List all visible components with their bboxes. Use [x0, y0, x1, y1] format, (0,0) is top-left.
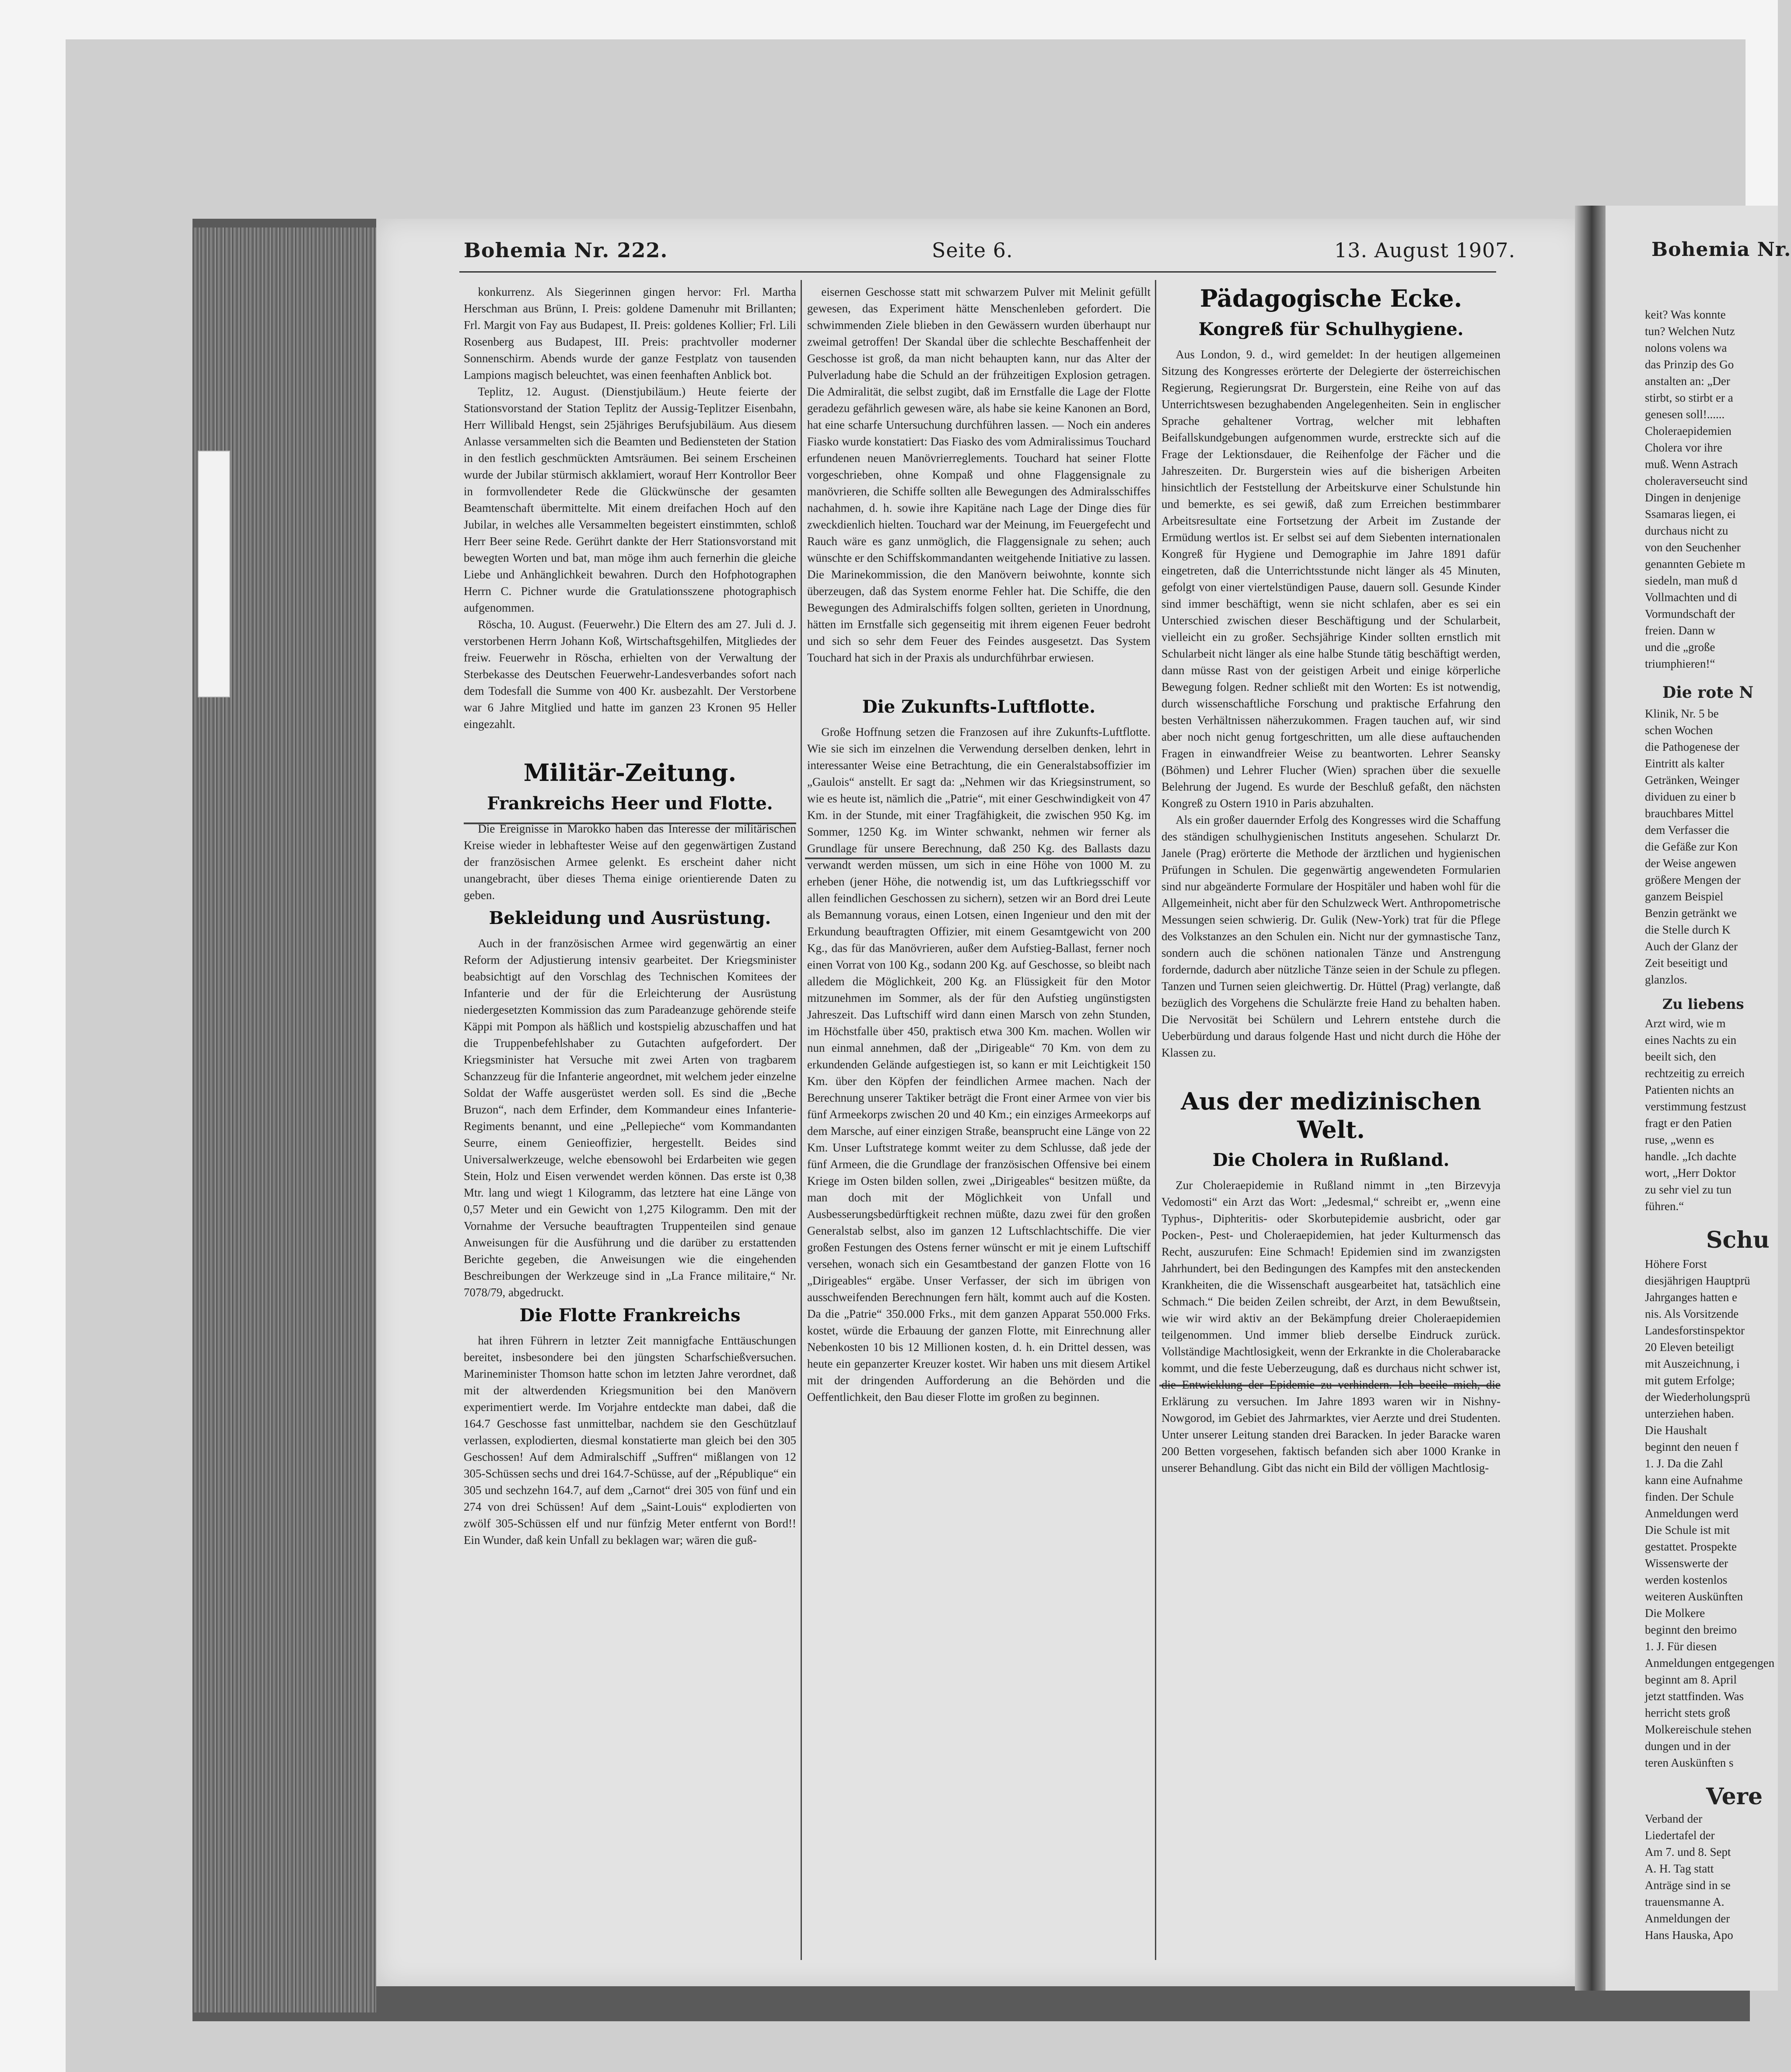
facing-line: Liedertafel der	[1645, 1829, 1715, 1842]
facing-line: dungen und in der	[1645, 1740, 1731, 1753]
facing-line: 20 Eleven beteiligt	[1645, 1340, 1734, 1354]
facing-line: dem Verfasser die	[1645, 823, 1729, 836]
facing-line: Die Haushalt	[1645, 1424, 1707, 1437]
article-luftflotte: Große Hoffnung setzen die Franzosen auf ihre Zukunfts-Luftflotte. Wie sie sich im einzelnen die Verwendung derselben denken, lehrt in interessanter Weise eine Betrachtung, die ein Generalstabsoffizier im „Gaulois“ anstellt. Er sagt da: „Nehmen wir das Kriegsinstrument, so wie es heute ist, nämlich die „Patrie“, mit einer Geschwindigkeit von 47 Km. in der Stunde, mit einer Tragfähigkeit, die zwischen 950 Kg. im Sommer, 1250 Kg. im Winter schwankt, nehmen wir ferner als Grundlage für unsere Berechnung, daß 250 Kg. des Ballasts dazu verwandt werden müssen, um sich in eine Höhe von 1000 M. zu erheben (jener Höhe, die notwendig ist, um das Luftkriegsschiff vor allen feindlichen Geschossen zu sichern), setzen wir an Bord drei Leute als Bemannung voraus, einen Lotsen, einen Ingenieur und den mit der Erkundung beauftragten Offizier, mit einem Gesamtgewicht von 200 Kg., das für das Manövrieren, außer dem Aufstieg-Ballast, ferner noch einen Vorrat von 100 Kg., sodann 200 Kg. auf Geschosse, so bleibt nach alledem die Möglichkeit, 200 Kg. an Flüssigkeit für den Motor mitzunehmen im Sommer, als der für den Aufstieg ungünstigsten Jahreszeit. Das Luftschiff wird dann einen Marsch von zehn Stunden, im Höchstfalle über 450, praktisch etwa 300 Km. machen. Wollen wir nun einmal annehmen, daß der „Dirigeable“ 70 Km. von dem zu erkundenden Gelände aufgestiegen ist, so kann er mit Leichtigkeit 150 Km. über den Köpfen der feindlichen Armee machen. Nach der Berechnung unserer Taktiker beträgt die Front einer Armee von vier bis fünf Armeekorps zwischen 20 und 40 Km.; ein einziges Armeekorps auf dem Marsche, auf einer einzigen Straße, beansprucht eine Länge von 22 Km. Unser Luftstratege kommt weiter zu dem Schlusse, daß jede der fünf Armeen, die die Grundlage der französischen Offensive bei einem Kriege im Osten bilden sollen, zwei „Dirigeables“ besitzen müßte, da man doch mit der Möglichkeit von Unfall und Ausbesserungsbedürftigkeit rechnen müßte, dazu zwei für den großen Generalstab selbst, also im ganzen 12 Luftschlachtschiffe. Die vier großen Festungen des Ostens ferner wünscht er mit je einem Luftschiff versehen, wonach sich ein Gesamtbestand der ganzen Flotte von 16 „Dirigeables“ ergäbe. Unser Verfasser, der sich im übrigen von ausschweifenden Berechnungen fern hält, kommt auch auf die Kosten. Da die „Patrie“ 350.000 Frks., mit dem ganzen Apparat 550.000 Frks. kostet, würde die Erbauung der ganzen Flotte, mit Einrechnung aller Nebenkosten 10 bis 12 Millionen kosten, d. h. ein Drittel dessen, was heute ein gepanzerter Kreuzer kostet. Wir haben uns mit diesem Artikel mit der dringenden Aufforderung an die Behörden und die Oeffentlichkeit, den Bau dieser Flotte im großen zu beginnen.	[807, 725, 1151, 1404]
facing-line: choleraverseucht sind	[1645, 474, 1748, 487]
facing-line: triumphieren!“	[1645, 657, 1715, 670]
facing-line: Landesforstinspektor	[1645, 1324, 1745, 1337]
facing-line: von den Seuchenher	[1645, 541, 1741, 554]
facing-line: Vollmachten und di	[1645, 591, 1737, 604]
facing-line: Anmeldungen entgegengen	[1645, 1656, 1775, 1670]
facing-line: Choleraepidemien	[1645, 424, 1732, 438]
article-teplitz: Teplitz, 12. August. (Dienstjubiläum.) Heute feierte der Stationsvorstand der Station Teplitz der Aussig-Teplitzer Eisenbahn, Herr Willibald Hengst, sein 25jähriges Berufsjubiläum. Aus diesem Anlasse versammelten sich die Beamten und Bediensteten der Station in den festlich geschmückten Amtsräumen. Bei seinem Erscheinen wurde der Jubilar stürmisch akklamiert, worauf Herr Kontrollor Beer in formvollendeter Rede die Glückwünsche der gesamten Beamtenschaft übermittelte. Mit einem dreifachen Hoch auf den Jubilar, in welches alle Versammelten begeistert einstimmten, schloß Herr Beer seine Rede. Gerührt dankte der Herr Stationsvorstand mit bewegten Worten und bat, man möge ihm auch fernerhin die gleiche Liebe und Anhänglichkeit bewahren. Durch den Hofphotographen Herrn C. Pichner wurde die Gratulationsszene photographisch aufgenommen.	[464, 385, 796, 614]
facing-line: trauensmanne A.	[1645, 1895, 1725, 1908]
column-1	[464, 284, 796, 1959]
heading-medizinische-welt: Aus der medizinischen Welt.	[1181, 1087, 1481, 1144]
article-marokko: Die Ereignisse in Marokko haben das Interesse der militärischen Kreise wieder in lebhaftester Weise auf den gegenwärtigen Zustand der französischen Armee gelenkt. Es erscheint daher nicht unangebracht, über dieses Thema einige orientierende Daten zu geben.	[464, 822, 796, 902]
running-header-right: 13. August 1907.	[1334, 238, 1516, 262]
facing-line: die Gefäße zur Kon	[1645, 840, 1738, 853]
facing-line: gestattet. Prospekte	[1645, 1540, 1737, 1553]
facing-line: jetzt stattfinden. Was	[1645, 1690, 1744, 1703]
running-header-left: Bohemia Nr. 222.	[464, 238, 668, 262]
facing-line: beginnt am 8. April	[1645, 1673, 1737, 1686]
article-london: Aus London, 9. d., wird gemeldet: In der heutigen allgemeinen Sitzung des Kongresses erörterte der Delegierte der österreichischen Regierung, Regierungsrat Dr. Burgerstein, eine Reihe von auf das Unterrichtswesen bezughabenden Angelegenheiten. Sein in englischer Sprache gehaltener Vortrag, welcher mit lebhaften Beifallskundgebungen aufgenommen wurde, erstreckte sich auf die Frage der Lektionsdauer, die Reihenfolge der Fächer und die Jahreszeiten. Dr. Burgerstein wies auf die bisherigen Arbeiten hinsichtlich der Feststellung der Arbeitskurve einer Schulstunde hin und bemerkte, es sei gewiß, daß zum Erreichen bestimmbarer Arbeitsresultate eine Fortsetzung der Arbeit im Zustande der Ermüdung wertlos ist. Er selbst sei auf dem Siebenten internationalen Kongreß für Hygiene und Demographie im Jahre 1891 dafür eingetreten, daß die Unterrichtsstunde nicht länger als 45 Minuten, gefolgt von einer viertelstündigen Pause, dauern soll. Gesunde Kinder sind immer beschäftigt, wenn sie nicht schlafen, aber es sei ein Unterschied zwischen dieser Beschäftigung und der Schularbeit, vielleicht ein zu großer. Sechsjährige Kinder sollten ernstlich mit Schularbeit nicht länger als eine halbe Stunde tätig beschäftigt werden, dann müsse Rast von der geistigen Arbeit und einige körperliche Bewegung folgen. Redner schließt mit den Worten: Es ist notwendig, durch wissenschaftliche Forschung und praktische Erfahrung den besten Verhältnissen näherzukommen. Fragen tauchen auf, wir sind aber noch nicht genug fortgeschritten, um alle diese auftauchenden Fragen in einwandfreier Weise zu beantworten. Lehrer Seansky (Böhmen) und Lehrer Flucher (Wien) sprachen über die sexuelle Belehrung der Jugend. Es wurde der Beschluß gefaßt, den nächsten Kongreß zu Ostern 1910 in Paris abzuhalten.	[1161, 347, 1501, 810]
facing-line: Vormundschaft der	[1645, 607, 1735, 620]
facing-line: Arzt wird, wie m	[1645, 1017, 1726, 1030]
facing-heading-rote: Die rote N	[1662, 683, 1754, 702]
facing-line: Dingen in denjenige	[1645, 491, 1741, 504]
facing-line: Verband der	[1645, 1812, 1703, 1825]
facing-heading-schu: Schu	[1706, 1227, 1770, 1253]
facing-line: Ssamaras liegen, ei	[1645, 508, 1736, 521]
header-rule	[459, 271, 1496, 273]
facing-line: zu sehr viel zu tun	[1645, 1183, 1732, 1196]
facing-line: kann eine Aufnahme	[1645, 1474, 1743, 1487]
facing-line: herricht stets groß	[1645, 1706, 1730, 1719]
facing-line: mit Auszeichnung, i	[1645, 1357, 1740, 1370]
facing-line: ruse, „wenn es	[1645, 1133, 1714, 1146]
facing-line: stirbt, so stirbt er a	[1645, 391, 1733, 404]
facing-line: tun? Welchen Nutz	[1645, 325, 1735, 338]
facing-line: 1. J. Da die Zahl	[1645, 1457, 1723, 1470]
scan-border-top	[66, 0, 1778, 39]
facing-line: genesen soll!......	[1645, 408, 1725, 421]
facing-line: Die Molkere	[1645, 1606, 1705, 1620]
article-intro-text: konkurrenz. Als Siegerinnen gingen hervor: Frl. Martha Herschman aus Brünn, I. Preis: goldene Damenuhr mit Brillanten; Frl. Margit von Fay aus Budapest, II. Preis: goldenes Kollier; Frl. Lili Rosenberg aus Budapest, III. Preis: prachtvoller moderner Sonnenschirm. Abends wurde der ganze Festplatz von tausenden Lampions magisch beleuchtet, was einen feenhaften Anblick bot.	[464, 285, 796, 382]
facing-line: handle. „Ich dachte	[1645, 1150, 1737, 1163]
facing-line: Am 7. und 8. Sept	[1645, 1845, 1731, 1858]
facing-line: Die Schule ist mit	[1645, 1523, 1730, 1536]
heading-military-news: Militär-Zeitung.	[523, 759, 737, 787]
facing-heading-vere: Vere	[1706, 1783, 1763, 1810]
facing-line: A. H. Tag statt	[1645, 1862, 1714, 1875]
facing-line: durchaus nicht zu	[1645, 524, 1728, 537]
facing-line: nis. Als Vorsitzende	[1645, 1307, 1739, 1320]
facing-line: der Weise angewen	[1645, 857, 1736, 870]
facing-line: glanzlos.	[1645, 973, 1687, 986]
facing-line: muß. Wenn Astrach	[1645, 458, 1738, 471]
facing-line: Zeit beseitigt und	[1645, 956, 1728, 970]
facing-line: freien. Dann w	[1645, 624, 1716, 637]
facing-lines-5	[1645, 1810, 1776, 1943]
facing-line: fragt er den Patien	[1645, 1116, 1732, 1130]
running-header-center: Seite 6.	[932, 238, 1013, 262]
facing-line: Eintritt als kalter	[1645, 757, 1725, 770]
facing-line: Anmeldungen werd	[1645, 1507, 1739, 1520]
facing-line: Jahrganges hatten e	[1645, 1291, 1737, 1304]
facing-line: das Prinzip des Go	[1645, 358, 1734, 371]
facing-line: werden kostenlos	[1645, 1573, 1728, 1586]
facing-line: beeilt sich, den	[1645, 1050, 1716, 1063]
facing-line: Getränken, Weinger	[1645, 774, 1740, 787]
facing-line: Benzin getränkt we	[1645, 906, 1737, 920]
facing-line: teren Auskünften s	[1645, 1756, 1734, 1769]
facing-line: und die „große	[1645, 640, 1715, 654]
heading-paedagogische-ecke: Pädagogische Ecke.	[1200, 284, 1462, 312]
facing-line: größere Mengen der	[1645, 873, 1741, 886]
facing-line: finden. Der Schule	[1645, 1490, 1734, 1503]
facing-line: die Stelle durch K	[1645, 923, 1731, 936]
facing-line: Patienten nichts an	[1645, 1083, 1734, 1096]
facing-line: beginnt den neuen f	[1645, 1440, 1739, 1453]
facing-lines-3	[1645, 1015, 1776, 1214]
facing-lines-1	[1645, 306, 1776, 672]
facing-line: 1. J. Für diesen	[1645, 1640, 1717, 1653]
column-rule-1	[801, 280, 802, 1960]
facing-line: dividuen zu einer b	[1645, 790, 1736, 803]
facing-line: Cholera vor ihre	[1645, 441, 1722, 454]
column-rule-2	[1155, 280, 1156, 1960]
facing-line: Auch der Glanz der	[1645, 940, 1738, 953]
facing-line: ganzem Beispiel	[1645, 890, 1724, 903]
facing-line: mit gutem Erfolge;	[1645, 1374, 1735, 1387]
facing-line: brauchbares Mittel	[1645, 807, 1734, 820]
facing-line: führen.“	[1645, 1200, 1684, 1213]
article-flotte: hat ihren Führern in letzter Zeit mannigfache Enttäuschungen bereitet, insbesondere bei den jüngsten Scharfschießversuchen. Marineminister Thomson hatte schon im letzten Jahre verordnet, daß mit der altwerdenden Kriegsmunition bei den Manövern experimentiert werde. Im Vorjahre entdeckte man dabei, daß die 164.7 Geschosse fast unmittelbar, nachdem sie den Geschützlauf verlassen, explodierten, diesmal konstatierte man gleich bei den 305 Geschossen! Auf dem Admiralschiff „Suffren“ mißlangen von 12 305-Schüssen sechs und drei 164.7-Schüsse, auf der „République“ ein 305 und sechzehn 164.7, auf dem „Carnot“ drei 305 von fünf und ein 274 von drei Schüssen! Auf dem „Saint-Louis“ explodierten von zwölf 305-Schüssen elf und nur fünfzig Meter entfernt von Bord!! Ein Wunder, daß kein Unfall zu beklagen war; wären die guß-	[464, 1334, 796, 1547]
facing-line: Klinik, Nr. 5 be	[1645, 707, 1719, 720]
facing-line: Anträge sind in se	[1645, 1879, 1731, 1892]
facing-line: eines Nachts zu ein	[1645, 1033, 1737, 1046]
facing-line: unterziehen haben.	[1645, 1407, 1734, 1420]
article-erfolg: Als ein großer dauernder Erfolg des Kongresses wird die Schaffung des ständigen schulhygienischen Instituts angesehen. Schularzt Dr. Janele (Prag) erörterte die Methode der ärztlichen und hygienischen Prüfungen in Schulen. Die gegenwärtig angewendeten Formularien sind nur abgeänderte Formulare der Hospitäler und haben wohl für die Allgemeinheit, nicht aber für den Schulzweck Wert. Anthropometrische Messungen seien schwierig. Dr. Gulik (New-York) trat für die Pflege des Volkstanzes an den Schulen ein. Nicht nur der gymnastische Tanz, sondern auch die schönen nationalen Tänze und Anstrengung fordernde, dadurch aber nützliche Tänze seien in der Schule zu pflegen. Tanzen und Turnen seien gleichwertig. Dr. Hüttel (Prag) verlangte, daß bezüglich des Vorgehens die Schulärzte freie Hand zu behalten haben. Die Nervosität bei Schülern und Lehrern entstehe durch die Ueberbürdung und daraus folgende Hast und nicht durch die Höhe der Klassen zu.	[1161, 813, 1501, 1059]
facing-line: rechtzeitig zu erreich	[1645, 1067, 1745, 1080]
facing-line: diesjährigen Hauptprü	[1645, 1274, 1750, 1287]
article-cholera: Zur Choleraepidemie in Rußland nimmt in „ten Birzevyja Vedomosti“ ein Arzt das Wort: „Jedesmal,“ schreibt er, „wenn eine Typhus-, Diphteritis- oder Skorbutepidemie ausbricht, oder gar Pocken-, Pest- und Choleraepidemien, hat jeder Kulturmensch das Recht, auszurufen: Eine Schmach! Epidemien sind im zwanzigsten Jahrhundert, bei den Bedingungen des Kampfes mit den ansteckenden Krankheiten, die die Wissenschaft ausgearbeitet hat, tatsächlich eine Schmach.“ Die beiden Zeilen schreibt, der Arzt, in dem Bewußtsein, wie wir wird aktiv an der Bekämpfung dreier Choleraepidemien teilgenommen. Und immer blieb derselbe Eindruck zurück. Vollständige Machtlosigkeit, wenn der Erkrankte in die Cholerabaracke kommt, und die feste Ueberzeugung, daß es durchaus nicht schwer ist, die Entwicklung der Epidemie zu verhindern. Ich beeile mich, die Erklärung zu versuchen. Im Jahre 1893 waren wir in Nishny-Nowgorod, im Gebiet des Jahrmarktes, vier Aerzte und drei Studenten. Unter unserer Leitung standen drei Baracken. In jeder Baracke waren 200 Betten vorgesehen, faktisch befanden sich aber 1000 Kranke in unserer Behandlung. Gibt das nicht ein Bild der völligen Machtlosig-	[1161, 1179, 1501, 1475]
facing-line: Anmeldungen der	[1645, 1912, 1730, 1925]
facing-line: der Wiederholungsprü	[1645, 1390, 1750, 1404]
facing-line: Wissenswerte der	[1645, 1557, 1728, 1570]
facing-line: beginnt den breimo	[1645, 1623, 1737, 1636]
article-flotte-continued: eisernen Geschosse statt mit schwarzem Pulver mit Melinit gefüllt gewesen, das Experiment hätte Menschenleben gefordert. Die schwimmenden Ziele blieben in den Gewässern wurden überhaupt nur zweimal getroffen! Der Skandal über die schlechte Beschaffenheit der Geschosse ist groß, da man nicht behaupten kann, nur das Alter der Pulverladung habe die Schuld an der frühzeitigen Explosion getragen. Die Admiralität, die selbst zugibt, daß im Ernstfalle die Lage der Flotte geradezu gefährlich gewesen wäre, als habe sie keine Kanonen an Bord, hat eine scharfe Untersuchung durchführen lassen. — Noch ein anderes Fiasko wurde konstatiert: Das Fiasko des vom Admiralissimus Touchard erfundenen neuen Manövrierreglements. Touchard hat seiner Flotte vorgeschrieben, ohne Kompaß und ohne Flaggensignale zu manövrieren, die Schiffe sollten alle Bewegungen des Admiralsschiffes nachahmen, d. h. sowie ihre Kapitäne nach Lage der Dinge dies für zweckdienlich hielten. Touchard war der Meinung, im Feuergefecht und Rauch wäre es ganz unmöglich, die Flaggensignale zu sehen; auch wünschte er den Schiffskommandanten weitgehende Initiative zu lassen. Die Marinekommission, die den Manövern beiwohnte, konnte sich überzeugen, daß das System enorme Fehler hat. Die Schiffe, die den Bewegungen des Admiralschiffs folgen sollten, gerieten in Unordnung, hätten im Ernstfalle sich gegenseitig mit ihrem eigenen Feuer bedroht und sich so sehr dem Feuer des Feindes ausgesetzt. Das System Touchard hat sich in der Praxis als undurchführbar erwiesen.	[807, 285, 1151, 664]
facing-lines-4	[1645, 1256, 1776, 1771]
article-roschau: Röscha, 10. August. (Feuerwehr.) Die Eltern des am 27. Juli d. J. verstorbenen Herrn Johann Koß, Wirtschaftsgehilfen, Mitgliedes der freiw. Feuerwehr in Röscha, erhielten von der Verwaltung der Sterbekasse des Deutschen Feuerwehr-Landesverbandes sofort nach dem Todesfall die Summe von 400 Kr. ausbezahlt. Der Verstorbene war 6 Jahre Mitglied und hatte im ganzen 23 Kronen 95 Heller eingezahlt.	[464, 618, 796, 731]
column-3	[1161, 280, 1501, 1960]
column-2	[807, 284, 1151, 1959]
facing-line: Molkereischule stehen	[1645, 1723, 1752, 1736]
paper-bookmark	[198, 451, 230, 697]
heading-bekleidung: Bekleidung und Ausrüstung.	[489, 907, 771, 928]
facing-line: nolons volens wa	[1645, 341, 1727, 354]
facing-lines-2	[1645, 705, 1776, 988]
book-gutter	[1575, 206, 1606, 1991]
facing-page-column	[1645, 306, 1776, 1942]
facing-line: keit? Was konnte	[1645, 308, 1726, 321]
facing-line: verstimmung festzust	[1645, 1100, 1746, 1113]
facing-line: anstalten an: „Der	[1645, 374, 1730, 388]
facing-line: Höhere Forst	[1645, 1257, 1707, 1270]
heading-luftflotte: Die Zukunfts-Luftflotte.	[862, 696, 1096, 717]
facing-heading-liebens: Zu liebens	[1662, 996, 1744, 1012]
facing-line: die Pathogenese der	[1645, 740, 1739, 753]
facing-line: weiteren Auskünften	[1645, 1590, 1743, 1603]
facing-line: genannten Gebiete m	[1645, 557, 1746, 570]
scan-border-left	[0, 0, 66, 2072]
heading-france-army: Frankreichs Heer und Flotte.	[487, 793, 773, 814]
heading-kongress: Kongreß für Schulhygiene.	[1198, 318, 1464, 340]
heading-flotte: Die Flotte Frankreichs	[519, 1305, 741, 1326]
facing-line: wort, „Herr Doktor	[1645, 1166, 1736, 1180]
heading-cholera: Die Cholera in Rußland.	[1212, 1150, 1450, 1171]
facing-line: Hans Hauska, Apo	[1645, 1928, 1733, 1942]
facing-page-header: Bohemia Nr.	[1651, 238, 1791, 261]
article-bekleidung: Auch in der französischen Armee wird gegenwärtig an einer Reform der Adjustierung intensiv gearbeitet. Der Kriegsminister beabsichtigt auf den Vorschlag des Technischen Komitees der Infanterie und der für die Erleichterung der Ausrüstung niedergesetzten Kommission das zum Paradeanzuge gehörende steife Käppi mit Pompon als häßlich und kostspielig abzuschaffen und hat die Truppenbefehlshaber zu Gutachten aufgefordert. Der Kriegsminister hat Versuche mit zwei Arten von tragbarem Schanzzeug für die Infanterie angeordnet, mit welchem jeder einzelne Soldat der Waffe ausgerüstet werden soll. Es sind die „Beche Bruzon“, nach dem Erfinder, dem Kommandeur eines Infanterie-Regiments benannt, und eine „Pellepieche“ vom Kommandanten Seurre, einem Genieoffizier, hergestellt. Beides sind Universalwerkzeuge, welche ebensowohl bei Erdarbeiten wie gegen Stein, Holz und Eisen verwendet werden können. Das erste ist 0,38 Mtr. lang und wiegt 1 Kilogramm, das letztere hat eine Länge von 0,57 Meter und ein Gewicht von 1,275 Kilogramm. Den mit der Vornahme der Versuche beauftragten Truppenteilen sind genaue Anweisungen für die Ausführung und die darüber zu erstattenden Berichte gegeben, die Anweisungen wie die eingehenden Beschreibungen der Werkzeuge sind in „La France militaire,“ Nr. 7078/79, abgedruckt.	[464, 936, 796, 1299]
facing-line: schen Wochen	[1645, 724, 1713, 737]
facing-line: siedeln, man muß d	[1645, 574, 1738, 587]
